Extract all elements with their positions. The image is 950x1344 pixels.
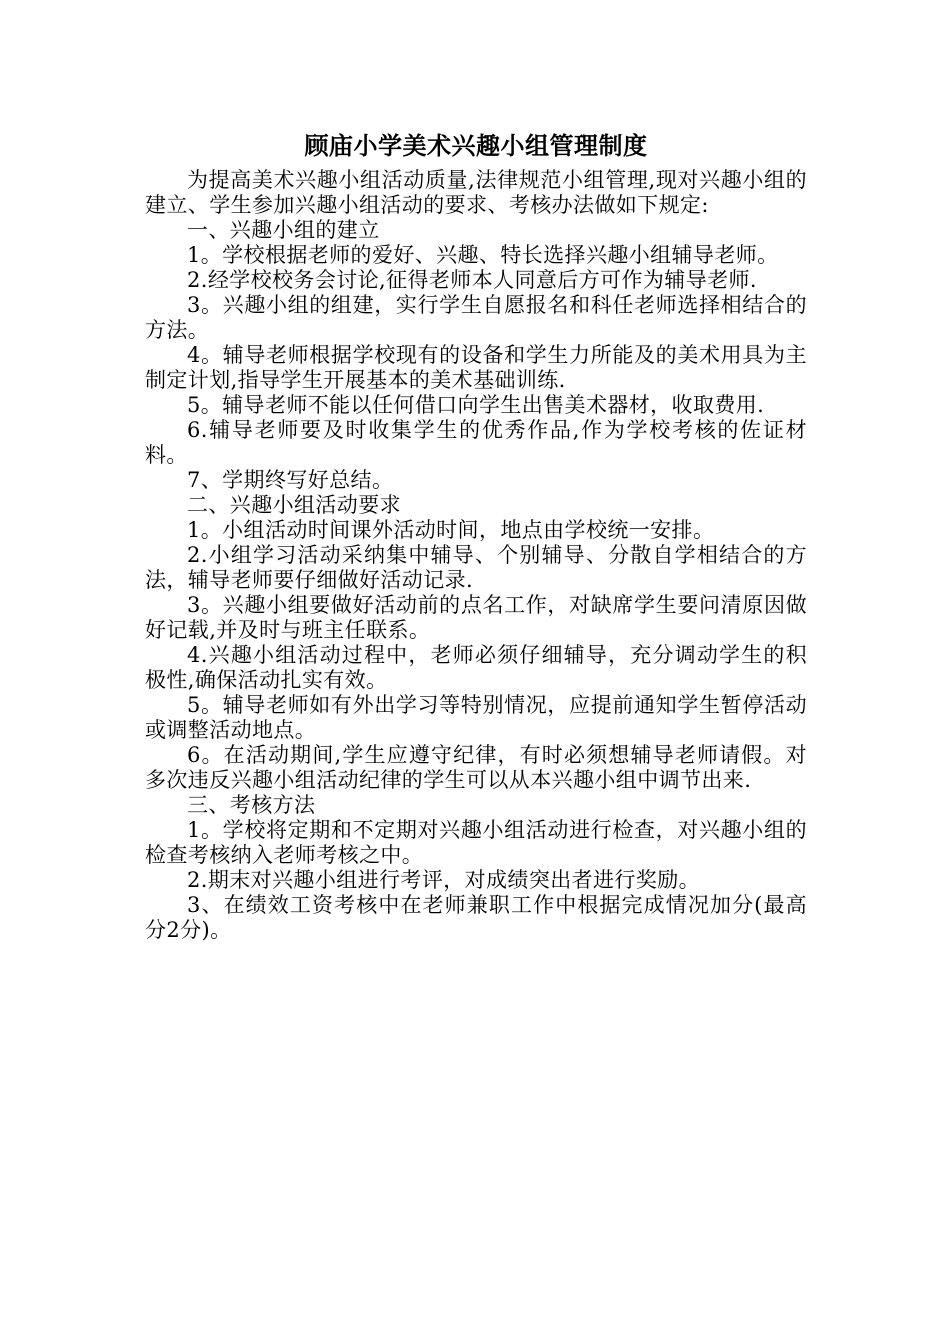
- document-page: [145, 130, 807, 943]
- document-title: 顾庙小学美术兴趣小组管理制度: [304, 132, 648, 160]
- paragraph-1-7: 7、学期终写好总结。: [187, 468, 394, 492]
- section-heading-1: 一、兴趣小组的建立: [187, 218, 380, 242]
- paragraph-1-2: 2.经学校校务会讨论,征得老师本人同意后方可作为辅导老师.: [187, 268, 757, 292]
- paragraph-3-1: 1。学校将定期和不定期对兴趣小组活动进行检查，对兴趣小组的检查考核纳入老师考核之中。: [145, 818, 807, 867]
- paragraph-intro: 为提高美术兴趣小组活动质量,法律规范小组管理,现对兴趣小组的建立、学生参加兴趣小组活动的要求、考核办法做如下规定:: [145, 168, 807, 217]
- paragraph-2-5: 5。辅导老师如有外出学习等特别情况，应提前通知学生暂停活动或调整活动地点。: [145, 693, 807, 742]
- paragraph-2-4: 4.兴趣小组活动过程中，老师必须仔细辅导，充分调动学生的积极性,确保活动扎实有效。: [145, 643, 807, 692]
- paragraph-1-3: 3。兴趣小组的组建，实行学生自愿报名和科任老师选择相结合的方法。: [145, 293, 807, 342]
- paragraph-3-2: 2.期末对兴趣小组进行考评，对成绩突出者进行奖励。: [187, 868, 701, 892]
- paragraph-1-5: 5。辅导老师不能以任何借口向学生出售美术器材，收取费用.: [187, 393, 765, 417]
- paragraph-1-4: 4。辅导老师根据学校现有的设备和学生力所能及的美术用具为主制定计划,指导学生开展基本的美术基础训练.: [145, 343, 807, 392]
- paragraph-2-1: 1。小组活动时间课外活动时间，地点由学校统一安排。: [187, 518, 715, 542]
- section-heading-3: 三、考核方法: [187, 793, 316, 817]
- paragraph-1-1: 1。学校根据老师的爱好、兴趣、特长选择兴趣小组辅导老师。: [187, 243, 779, 267]
- section-heading-2: 二、兴趣小组活动要求: [187, 493, 401, 517]
- paragraph-1-6: 6.辅导老师要及时收集学生的优秀作品,作为学校考核的佐证材料。: [145, 418, 807, 467]
- paragraph-2-3: 3。兴趣小组要做好活动前的点名工作，对缺席学生要问清原因做好记载,并及时与班主任联系。: [145, 593, 807, 642]
- paragraph-3-3: 3、在绩效工资考核中在老师兼职工作中根据完成情况加分(最高分2分)。: [145, 893, 807, 942]
- paragraph-2-2: 2.小组学习活动采纳集中辅导、个别辅导、分散自学相结合的方法，辅导老师要仔细做好活动记录.: [145, 543, 807, 592]
- paragraph-2-6: 6。在活动期间,学生应遵守纪律，有时必须想辅导老师请假。对多次违反兴趣小组活动纪律的学生可以从本兴趣小组中调节出来.: [145, 743, 807, 792]
